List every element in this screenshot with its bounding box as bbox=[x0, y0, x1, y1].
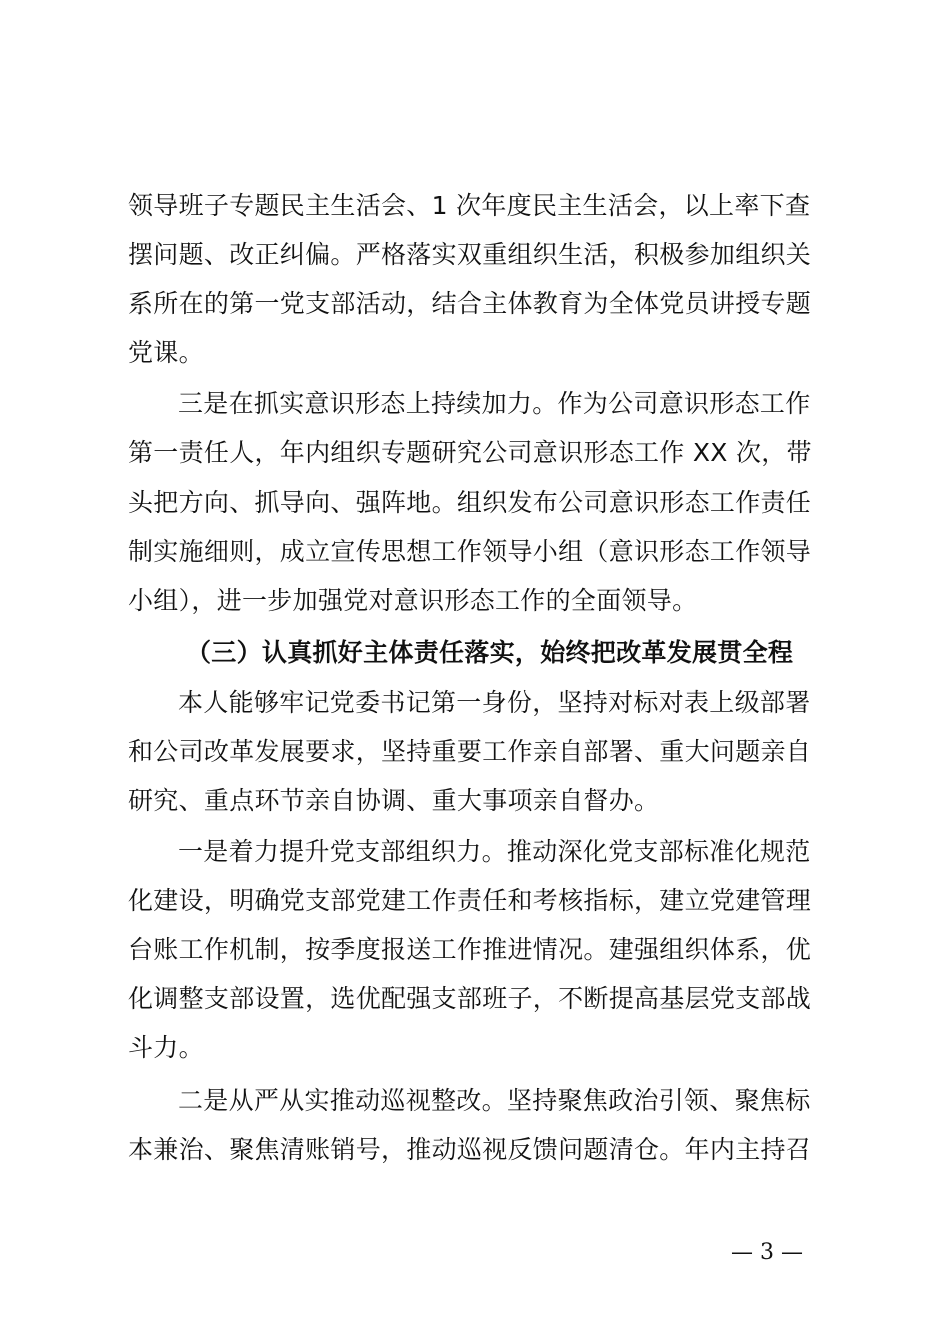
body-text-line: 本兼治、聚焦清账销号，推动巡视反馈问题清仓。年内主持召 bbox=[128, 1135, 812, 1164]
body-text-line: 领导班子专题民主生活会、1 次年度民主生活会，以上率下查 bbox=[128, 191, 811, 220]
body-text-line: 系所在的第一党支部活动，结合主体教育为全体党员讲授专题 bbox=[128, 289, 812, 318]
body-text-line: 研究、重点环节亲自协调、重大事项亲自督办。 bbox=[128, 786, 660, 815]
body-text-line: 化建设，明确党支部党建工作责任和考核指标，建立党建管理 bbox=[128, 886, 812, 915]
paragraph-first-line: 三是在抓实意识形态上持续加力。作为公司意识形态工作 bbox=[178, 389, 811, 418]
paragraph-first-line: 一是着力提升党支部组织力。推动深化党支部标准化规范 bbox=[178, 837, 811, 866]
body-text-line: 摆问题、改正纠偏。严格落实双重组织生活，积极参加组织关 bbox=[128, 240, 812, 269]
body-text-line: 第一责任人，年内组织专题研究公司意识形态工作 XX 次，带 bbox=[128, 438, 812, 467]
body-text-line: 台账工作机制，按季度报送工作推进情况。建强组织体系，优 bbox=[128, 935, 812, 964]
body-text-line: 和公司改革发展要求，坚持重要工作亲自部署、重大问题亲自 bbox=[128, 737, 812, 766]
body-text-line: 斗力。 bbox=[128, 1033, 204, 1062]
body-text-line: 制实施细则，成立宣传思想工作领导小组（意识形态工作领导 bbox=[128, 537, 812, 566]
paragraph-first-line: 二是从严从实推动巡视整改。坚持聚焦政治引领、聚焦标 bbox=[178, 1086, 811, 1115]
body-text-line: 小组），进一步加强党对意识形态工作的全面领导。 bbox=[128, 586, 698, 615]
body-text-line: 头把方向、抓导向、强阵地。组织发布公司意识形态工作责任 bbox=[128, 488, 812, 517]
section-heading: （三）认真抓好主体责任落实，始终把改革发展贯全程 bbox=[186, 638, 794, 667]
paragraph-first-line: 本人能够牢记党委书记第一身份，坚持对标对表上级部署 bbox=[178, 688, 811, 717]
page-number: — 3 — bbox=[731, 1240, 803, 1265]
body-text-line: 党课。 bbox=[128, 338, 204, 367]
body-text-line: 化调整支部设置，选优配强支部班子，不断提高基层党支部战 bbox=[128, 984, 812, 1013]
